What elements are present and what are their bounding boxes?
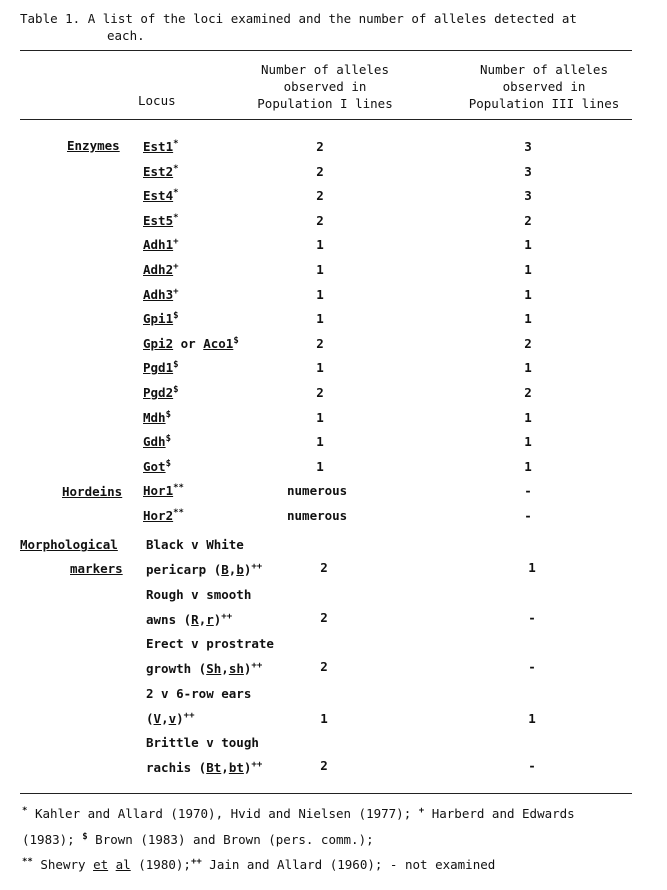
pop3-value: 1 bbox=[524, 237, 532, 252]
pop1-value: 1 bbox=[316, 360, 324, 375]
marker-footnote-mark: ++ bbox=[251, 759, 263, 770]
locus-footnote-mark: + bbox=[173, 286, 179, 297]
pop1-value: 1 bbox=[316, 311, 324, 326]
locus-footnote-mark: + bbox=[173, 261, 179, 272]
marker-description: Black v White bbox=[146, 537, 244, 552]
header-pop1-line: Population I lines bbox=[257, 96, 393, 111]
marker-description: Rough v smooth bbox=[146, 587, 252, 602]
header-pop1 bbox=[250, 61, 400, 112]
locus-name: Gpi2 bbox=[143, 336, 174, 351]
locus-footnote-mark: $ bbox=[173, 310, 179, 321]
pop1-value: 2 bbox=[320, 758, 328, 773]
locus-name: Est2 bbox=[143, 164, 174, 179]
marker-footnote-mark: ++ bbox=[251, 561, 263, 572]
pop1-value: 1 bbox=[320, 711, 328, 726]
locus-cell bbox=[143, 508, 184, 523]
bottom-rule bbox=[20, 793, 632, 794]
pop3-value: 1 bbox=[528, 711, 536, 726]
pop3-value: 2 bbox=[524, 336, 532, 351]
locus-cell bbox=[143, 311, 179, 326]
pop1-value: numerous bbox=[287, 483, 348, 498]
footnote-text: (1980); bbox=[130, 857, 191, 872]
pop1-value: 1 bbox=[316, 287, 324, 302]
allele-symbol: V bbox=[153, 711, 162, 726]
locus-cell bbox=[143, 237, 179, 252]
marker-description: Brittle v tough bbox=[146, 735, 259, 750]
locus-cell bbox=[143, 483, 184, 498]
locus-name: Adh1 bbox=[143, 237, 174, 252]
pop3-value: 1 bbox=[524, 410, 532, 425]
marker-description: 2 v 6-row ears bbox=[146, 686, 252, 701]
pop1-value: numerous bbox=[287, 508, 348, 523]
marker-alleles bbox=[146, 612, 232, 627]
pop3-value: 1 bbox=[524, 287, 532, 302]
locus-name: Mdh bbox=[143, 410, 166, 425]
footnote-symbol: + bbox=[418, 805, 425, 816]
marker-text: , bbox=[221, 661, 229, 676]
marker-footnote-mark: ++ bbox=[221, 611, 233, 622]
pop3-value: 1 bbox=[524, 262, 532, 277]
marker-text: growth ( bbox=[146, 661, 207, 676]
marker-text: ) bbox=[176, 711, 184, 726]
footnote-text bbox=[108, 857, 116, 872]
pop3-value: 3 bbox=[524, 139, 532, 154]
marker-text: ) bbox=[243, 661, 252, 676]
pop3-value: - bbox=[524, 508, 532, 523]
locus-name: Hor2 bbox=[143, 508, 174, 523]
locus-footnote-mark: + bbox=[173, 236, 179, 247]
pop3-value: - bbox=[528, 659, 536, 674]
allele-symbol: v bbox=[168, 711, 177, 726]
locus-cell bbox=[143, 459, 171, 474]
marker-alleles bbox=[146, 562, 262, 577]
pop1-value: 2 bbox=[316, 213, 324, 228]
marker-text: , bbox=[228, 562, 237, 577]
footnote-text: Shewry bbox=[32, 857, 94, 872]
pop1-value: 2 bbox=[316, 385, 324, 400]
locus-cell bbox=[143, 188, 179, 203]
allele-symbol: B bbox=[221, 562, 229, 577]
locus-name: Gdh bbox=[143, 434, 166, 449]
pop3-value: 1 bbox=[524, 434, 532, 449]
group-markers: markers bbox=[70, 561, 123, 576]
locus-cell bbox=[143, 213, 179, 228]
allele-symbol: Bt bbox=[206, 760, 222, 775]
pop1-value: 2 bbox=[316, 336, 324, 351]
pop3-value: 3 bbox=[524, 164, 532, 179]
locus-footnote-mark: * bbox=[173, 163, 179, 174]
locus-name: Gpi1 bbox=[143, 311, 174, 326]
pop1-value: 2 bbox=[320, 610, 328, 625]
marker-text: pericarp ( bbox=[146, 562, 222, 577]
locus-cell bbox=[143, 287, 179, 302]
marker-footnote-mark: ++ bbox=[251, 660, 263, 671]
pop3-value: 3 bbox=[524, 188, 532, 203]
pop1-value: 2 bbox=[316, 164, 324, 179]
caption-line-1: Table 1. A list of the loci examined and the number of alleles detected at bbox=[20, 11, 577, 26]
locus-cell bbox=[143, 336, 239, 351]
allele-symbol: R bbox=[191, 612, 199, 627]
allele-symbol: sh bbox=[228, 661, 244, 676]
marker-description: Erect v prostrate bbox=[146, 636, 274, 651]
locus-footnote-mark: $ bbox=[165, 433, 171, 444]
footnote-line-2 bbox=[22, 832, 374, 847]
locus-footnote-mark: $ bbox=[165, 458, 171, 469]
header-pop3-line: Number of alleles bbox=[480, 62, 608, 77]
pop3-value: 1 bbox=[524, 311, 532, 326]
marker-footnote-mark: ++ bbox=[183, 710, 195, 721]
pop1-value: 1 bbox=[316, 262, 324, 277]
pop3-value: - bbox=[524, 483, 532, 498]
locus-footnote-mark: $ bbox=[173, 384, 179, 395]
locus-name: Est1 bbox=[143, 139, 174, 154]
locus-footnote-mark: * bbox=[173, 212, 179, 223]
allele-symbol: bt bbox=[228, 760, 244, 775]
footnote-text: al bbox=[115, 857, 131, 872]
footnote-text: Kahler and Allard (1970), Hvid and Nielsen (1977); bbox=[27, 806, 419, 821]
locus-name: Adh2 bbox=[143, 262, 174, 277]
marker-text: awns ( bbox=[146, 612, 192, 627]
footnote-text: Jain and Allard (1960); - not examined bbox=[201, 857, 496, 872]
allele-symbol: r bbox=[206, 612, 214, 627]
marker-text: ) bbox=[243, 562, 252, 577]
locus-footnote-mark: * bbox=[173, 138, 179, 149]
footnote-text: et bbox=[93, 857, 109, 872]
locus-name: Pgd1 bbox=[143, 360, 174, 375]
locus-name: Adh3 bbox=[143, 287, 174, 302]
pop1-value: 1 bbox=[316, 237, 324, 252]
pop1-value: 2 bbox=[320, 659, 328, 674]
locus-cell bbox=[143, 164, 179, 179]
header-pop3-line: observed in bbox=[502, 79, 586, 94]
pop3-value: - bbox=[528, 758, 536, 773]
locus-footnote-mark: $ bbox=[165, 409, 171, 420]
group-morphological: Morphological bbox=[20, 537, 118, 552]
footnote-text: Harberd and Edwards bbox=[424, 806, 575, 821]
pop1-value: 1 bbox=[316, 434, 324, 449]
caption-line-2: each. bbox=[107, 28, 145, 43]
locus-connector: or bbox=[173, 336, 204, 351]
header-pop3 bbox=[458, 61, 630, 112]
marker-text: , bbox=[161, 711, 169, 726]
locus-name: Got bbox=[143, 459, 166, 474]
marker-text: ) bbox=[243, 760, 252, 775]
marker-text: ( bbox=[146, 711, 154, 726]
locus-cell bbox=[143, 385, 179, 400]
group-hordeins: Hordeins bbox=[62, 484, 123, 499]
locus-cell bbox=[143, 410, 171, 425]
header-pop1-line: Number of alleles bbox=[261, 62, 389, 77]
allele-symbol: Sh bbox=[206, 661, 222, 676]
footnote-text: Brown (1983) and Brown (pers. comm.); bbox=[87, 832, 374, 847]
locus-name: Est5 bbox=[143, 213, 174, 228]
marker-text: ) bbox=[213, 612, 222, 627]
pop1-value: 2 bbox=[320, 560, 328, 575]
pop1-value: 2 bbox=[316, 139, 324, 154]
locus-footnote-mark: $ bbox=[173, 359, 179, 370]
marker-alleles bbox=[146, 711, 195, 726]
pop3-value: 1 bbox=[528, 560, 536, 575]
pop3-value: 2 bbox=[524, 385, 532, 400]
footnote-line-3 bbox=[22, 857, 495, 872]
pop3-value: 1 bbox=[524, 459, 532, 474]
marker-alleles bbox=[146, 760, 262, 775]
locus-footnote-mark: ** bbox=[173, 507, 184, 518]
pop3-value: 2 bbox=[524, 213, 532, 228]
pop1-value: 1 bbox=[316, 410, 324, 425]
pop3-value: - bbox=[528, 610, 536, 625]
footnote-line-1 bbox=[22, 806, 575, 821]
locus-name: Aco1 bbox=[203, 336, 234, 351]
locus-cell bbox=[143, 262, 179, 277]
header-locus: Locus bbox=[138, 93, 176, 108]
footnote-text: (1983); bbox=[22, 832, 83, 847]
header-pop3-line: Population III lines bbox=[468, 96, 620, 111]
allele-symbol: b bbox=[236, 562, 244, 577]
pop3-value: 1 bbox=[524, 360, 532, 375]
footnote-symbol: $ bbox=[82, 831, 88, 842]
locus-name: Est4 bbox=[143, 188, 174, 203]
locus-footnote-mark: $ bbox=[233, 335, 239, 346]
top-rule bbox=[20, 50, 632, 51]
group-enzymes: Enzymes bbox=[67, 138, 120, 153]
footnote-symbol: ** bbox=[22, 856, 33, 867]
locus-name: Pgd2 bbox=[143, 385, 174, 400]
footnote-symbol: * bbox=[22, 805, 28, 816]
table-caption bbox=[20, 10, 577, 44]
marker-text: , bbox=[221, 760, 229, 775]
footnote-symbol: ++ bbox=[190, 856, 202, 867]
marker-text: rachis ( bbox=[146, 760, 207, 775]
pop1-value: 2 bbox=[316, 188, 324, 203]
header-rule bbox=[20, 119, 632, 120]
marker-alleles bbox=[146, 661, 262, 676]
pop1-value: 1 bbox=[316, 459, 324, 474]
locus-footnote-mark: ** bbox=[173, 482, 184, 493]
locus-cell bbox=[143, 360, 179, 375]
locus-cell bbox=[143, 434, 171, 449]
locus-name: Hor1 bbox=[143, 483, 174, 498]
locus-footnote-mark: * bbox=[173, 187, 179, 198]
marker-text: , bbox=[198, 612, 207, 627]
locus-cell bbox=[143, 139, 179, 154]
header-pop1-line: observed in bbox=[283, 79, 367, 94]
